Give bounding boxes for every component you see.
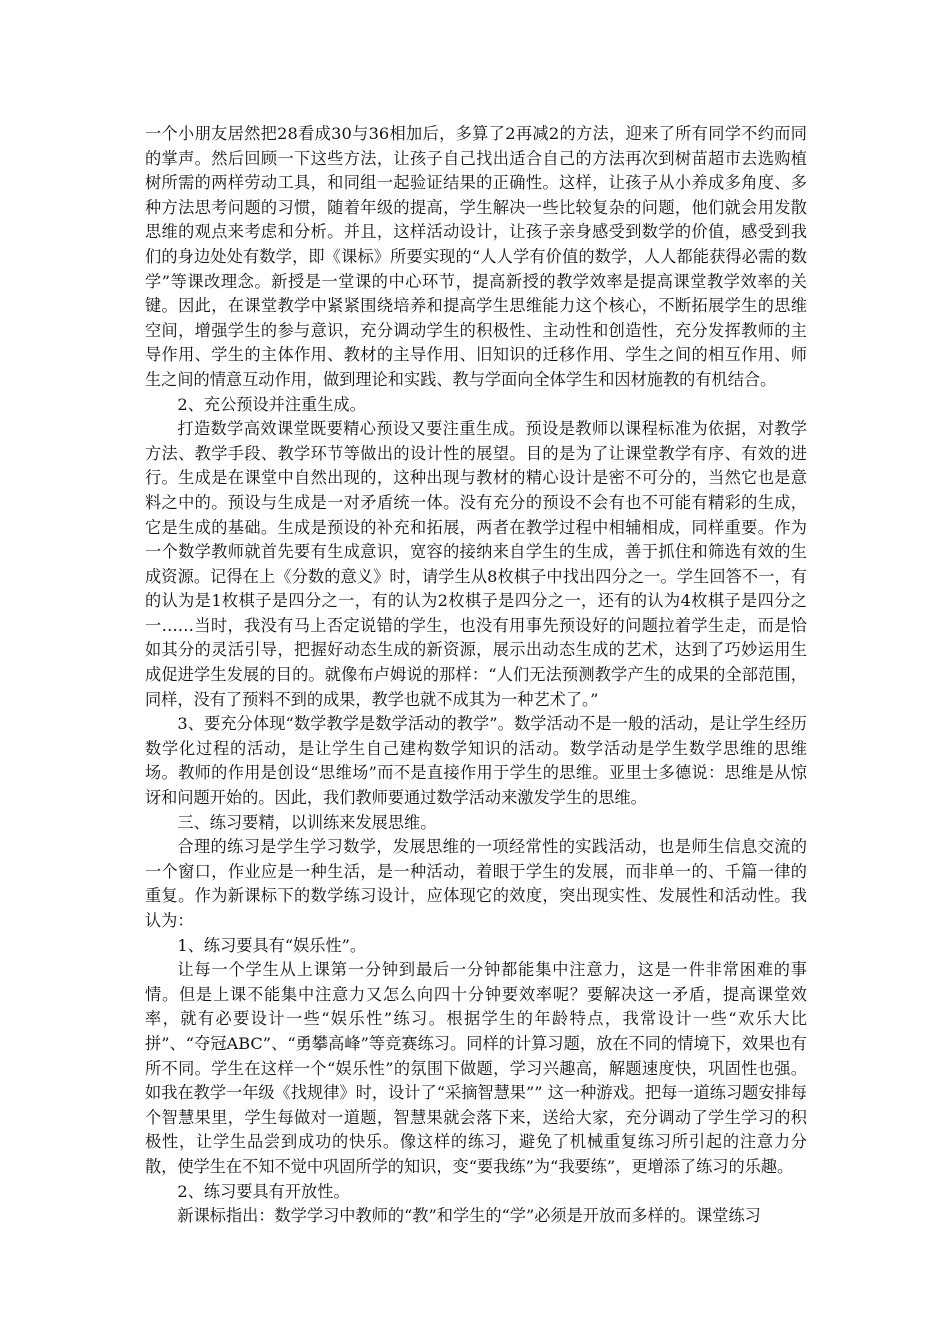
paragraph-8: 让每一个学生从上课第一分钟到最后一分钟都能集中注意力，这是一件非常困难的事情。但是上课不能集中注意力又怎么向四十分钟要效率呢？要解决这一矛盾，提高课堂效率，就有必要设计一些“娱乐性”练习。根据学生的年龄特点，我常设计一些“欢乐大比拼”、“夺冠ABC”、“勇攀高峰”等竞赛练习。同样的计算习题，放在不同的情境下，效果也有所不同。学生在这样一个“娱乐性”的氛围下做题，学习兴趣高，解题速度快，巩固性也强。如我在教学一年级《找规律》时，设计了“采摘智慧果”” 这一种游戏。把每一道练习题安排每个智慧果里，学生每做对一道题，智慧果就会落下来，送给大家，充分调动了学生学习的积极性，让学生品尝到成功的快乐。像这样的练习，避免了机械重复练习所引起的注意力分散，使学生在不知不觉中巩固所学的知识，变“要我练”为“我要练”，更增添了练习的乐趣。 — [145, 960, 807, 1176]
paragraph-10: 新课标指出：数学学习中教师的“教”和学生的“学”必须是开放而多样的。课堂练习 — [177, 1206, 761, 1226]
body-text — [145, 122, 807, 1229]
paragraph-3: 打造数学高效课堂既要精心预设又要注重生成。预设是教师以课程标准为依据，对教学方法、教学手段、教学环节等做出的设计性的展望。目的是为了让课堂教学有序、有效的进行。生成是在课堂中自然出现的，这种出现与教材的精心设计是密不可分的，当然它也是意料之中的。预设与生成是一对矛盾统一体。没有充分的预设不会有也不可能有精彩的生成，它是生成的基础。生成是预设的补充和拓展，两者在教学过程中相辅相成，同样重要。作为一个数学教师就首先要有生成意识，宽容的接纳来自学生的生成，善于抓住和筛选有效的生成资源。记得在上《分数的意义》时，请学生从8枚棋子中找出四分之一。学生回答不一，有的认为是1枚棋子是四分之一，有的认为2枚棋子是四分之一，还有的认为4枚棋子是四分之一……当时，我没有马上否定说错的学生，也没有用事先预设好的问题拉着学生走，而是恰如其分的灵活引导，把握好动态生成的新资源，展示出动态生成的艺术，达到了巧妙运用生成促进学生发展的目的。就像布卢姆说的那样：“人们无法预测教学产生的成果的全部范围，同样，没有了预料不到的成果，教学也就不成其为一种艺术了。” — [145, 419, 807, 709]
paragraph-2: 2、充公预设并注重生成。 — [177, 394, 366, 414]
paragraph-4: 3、要充分体现“数学教学是数学活动的教学”。数学活动不是一般的活动，是让学生经历数学化过程的活动，是让学生自己建构数学知识的活动。数学活动是学生数学思维的思维场。教师的作用是创设“思维场”而不是直接作用于学生的思维。亚里士多德说：思维是从惊讶和问题开始的。因此，我们教师要通过数学活动来激发学生的思维。 — [145, 714, 807, 808]
paragraph-9: 2、练习要具有开放性。 — [177, 1181, 350, 1201]
paragraph-1: 一个小朋友居然把28看成30与36相加后，多算了2再减2的方法，迎来了所有同学不约而同的掌声。然后回顾一下这些方法，让孩子自己找出适合自己的方法再次到树苗超市去选购植树所需的两样劳动工具，和同组一起验证结果的正确性。这样，让孩子从小养成多角度、多种方法思考问题的习惯，随着年级的提高，学生解决一些比较复杂的问题，他们就会用发散思维的观点来考虑和分析。并且，这样活动设计，让孩子亲身感受到数学的价值，感受到我们的身边处处有数学，即《课标》所要实现的“人人学有价值的数学，人人都能获得必需的数学”等课改理念。新授是一堂课的中心环节，提高新授的教学效率是提高课堂教学效率的关键。因此，在课堂教学中紧紧围绕培养和提高学生思维能力这个核心，不断拓展学生的思维空间，增强学生的参与意识，充分调动学生的积极性、主动性和创造性，充分发挥教师的主导作用、学生的主体作用、教材的主导作用、旧知识的迁移作用、学生之间的相互作用、师生之间的情意互动作用，做到理论和实践、教与学面向全体学生和因材施教的有机结合。 — [145, 124, 807, 389]
paragraph-6: 合理的练习是学生学习数学，发展思维的一项经常性的实践活动，也是师生信息交流的一个窗口，作业应是一种生活，是一种活动，着眼于学生的发展，而非单一的、千篇一律的重复。作为新课标下的数学练习设计，应体现它的效度，突出现实性、发展性和活动性。我认为： — [145, 837, 807, 930]
paragraph-5: 三、练习要精，以训练来发展思维。 — [177, 812, 437, 832]
paragraph-7: 1、练习要具有“娱乐性”。 — [177, 935, 367, 955]
